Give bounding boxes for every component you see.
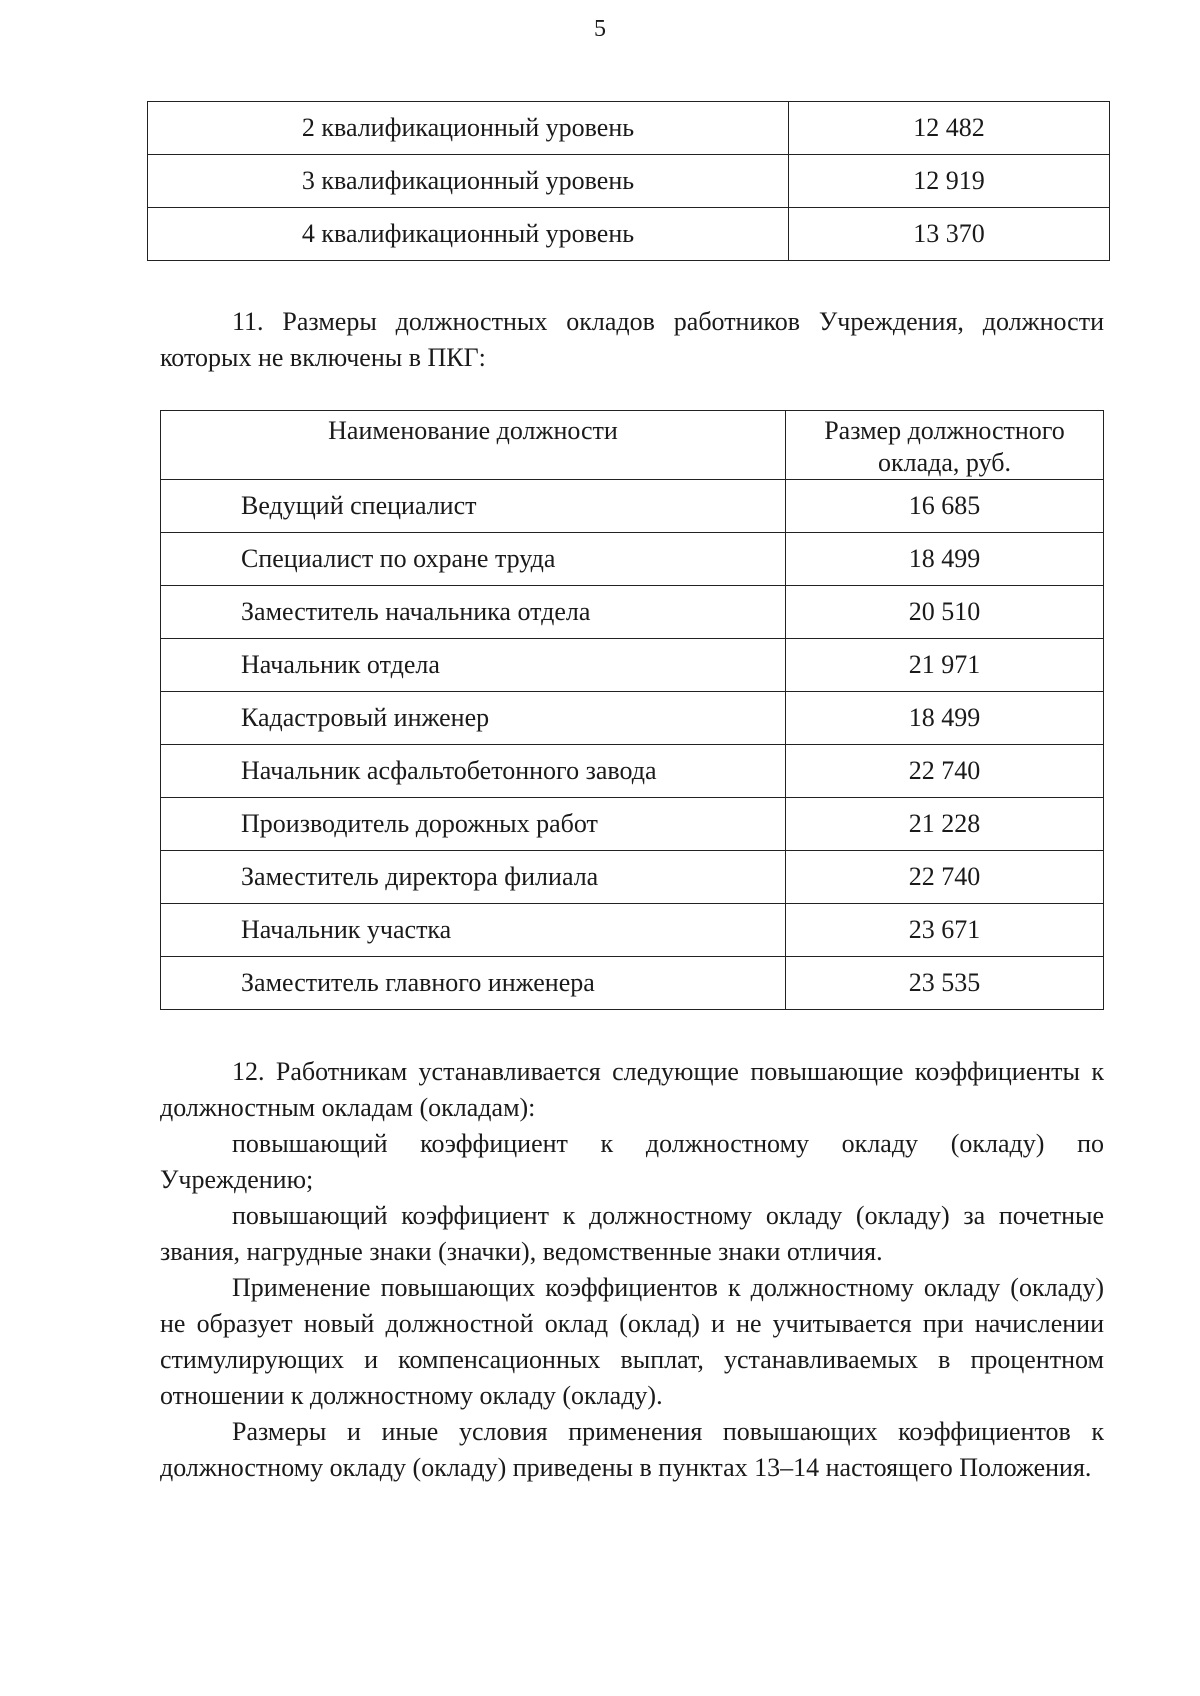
position-name: Кадастровый инженер: [161, 692, 786, 745]
position-salary: 20 510: [786, 586, 1104, 639]
table-row: [161, 480, 1104, 533]
table-row: [161, 692, 1104, 745]
header-position-name: Наименование должности: [161, 411, 786, 480]
table-row: [161, 639, 1104, 692]
position-name: Специалист по охране труда: [161, 533, 786, 586]
position-name: Заместитель начальника отдела: [161, 586, 786, 639]
table-row: [148, 208, 1110, 261]
level-salary: 12 919: [789, 155, 1110, 208]
position-name: Заместитель директора филиала: [161, 851, 786, 904]
table-row: [148, 102, 1110, 155]
table-row: [161, 798, 1104, 851]
position-name: Производитель дорожных работ: [161, 798, 786, 851]
position-salary: 18 499: [786, 692, 1104, 745]
table-row: [161, 851, 1104, 904]
position-salary: 23 535: [786, 957, 1104, 1010]
table-row: [161, 586, 1104, 639]
position-salary: 22 740: [786, 851, 1104, 904]
section-12-paragraph: 12. Работникам устанавливается следующие повышающие коэффициенты к должностным окладам (окладам):: [160, 1057, 1104, 1122]
section-12-paragraph: Размеры и иные условия применения повышающих коэффициентов к должностному окладу (окладу) приведены в пунктах 13–14 настоящего Положения.: [160, 1417, 1104, 1482]
table-row: [161, 533, 1104, 586]
level-name: 4 квалификационный уровень: [148, 208, 789, 261]
position-name: Начальник отдела: [161, 639, 786, 692]
level-salary: 13 370: [789, 208, 1110, 261]
position-salary: 21 971: [786, 639, 1104, 692]
section-12: [160, 1054, 1104, 1486]
table-row: [161, 745, 1104, 798]
position-salary: 21 228: [786, 798, 1104, 851]
table-header-row: [161, 411, 1104, 480]
table-row: [148, 155, 1110, 208]
position-name: Заместитель главного инженера: [161, 957, 786, 1010]
level-name: 3 квалификационный уровень: [148, 155, 789, 208]
position-salary: 23 671: [786, 904, 1104, 957]
position-name: Начальник участка: [161, 904, 786, 957]
section-11-text: 11. Размеры должностных окладов работников Учреждения, должности которых не включены в ПКГ:: [160, 307, 1104, 372]
header-salary: [786, 411, 1104, 480]
position-salary: 22 740: [786, 745, 1104, 798]
position-salary: 16 685: [786, 480, 1104, 533]
level-salary: 12 482: [789, 102, 1110, 155]
page-number: 5: [594, 16, 606, 42]
section-12-paragraph: повышающий коэффициент к должностному окладу (окладу) за почетные звания, нагрудные знаки (значки), ведомственные знаки отличия.: [160, 1201, 1104, 1266]
qualification-levels-table: [147, 101, 1110, 261]
section-12-paragraph: Применение повышающих коэффициентов к должностному окладу (окладу) не образует новый должностной оклад (оклад) и не учитывается при начислении стимулирующих и компенсационных выплат, устанавливаемых в процентном отношении к должностному окладу (окладу).: [160, 1273, 1104, 1410]
table-row: [161, 957, 1104, 1010]
header-salary-line1: Размер должностного: [824, 416, 1065, 445]
table-row: [161, 904, 1104, 957]
position-name: Ведущий специалист: [161, 480, 786, 533]
section-12-paragraph: повышающий коэффициент к должностному окладу (окладу) по Учреждению;: [160, 1129, 1104, 1194]
positions-salary-table: [160, 410, 1104, 1010]
position-name: Начальник асфальтобетонного завода: [161, 745, 786, 798]
position-salary: 18 499: [786, 533, 1104, 586]
level-name: 2 квалификационный уровень: [148, 102, 789, 155]
header-salary-line2: оклада, руб.: [878, 448, 1011, 477]
